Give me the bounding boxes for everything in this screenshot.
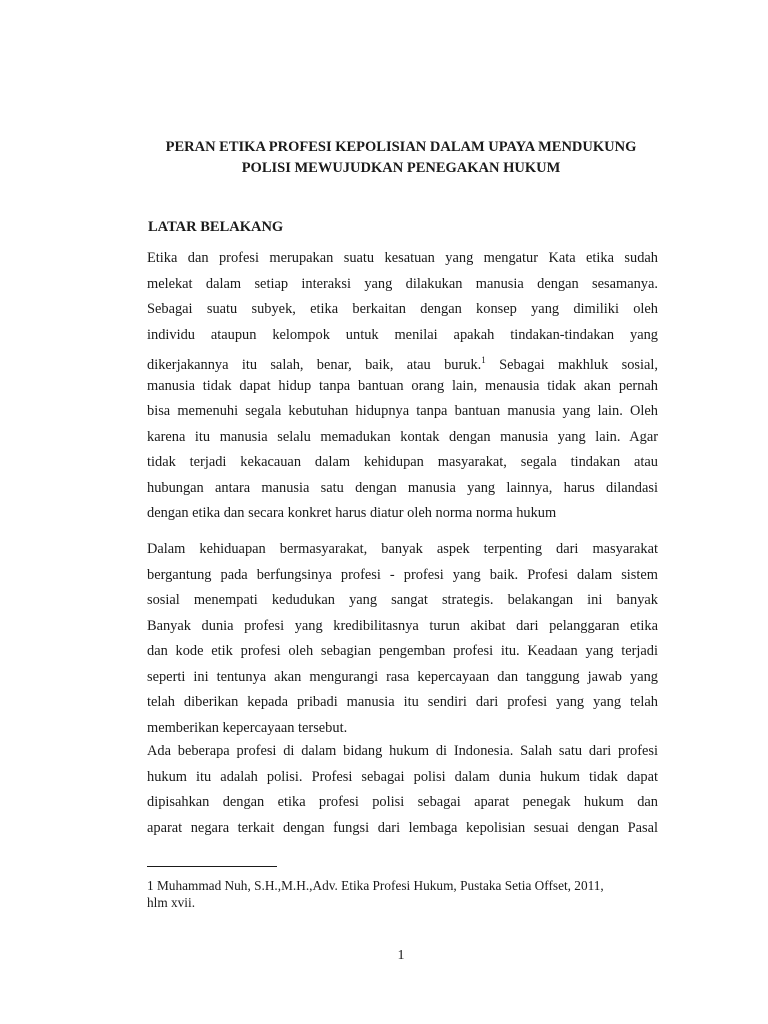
paragraph-1 [147,246,658,527]
footnote-line: hlm xvii. [147,895,196,910]
title-line-2: POLISI MEWUJUDKAN PENEGAKAN HUKUM [241,160,561,176]
paragraph-line-with-footnote [147,348,658,374]
footnote [147,877,658,911]
paragraph-line: Ada beberapa profesi di dalam bidang hukum di Indonesia. Salah satu dari profesi [147,743,658,759]
paragraph-line: individu ataupun kelompok untuk menilai apakah tindakan-tindakan yang [147,326,658,343]
paragraph-line: Sebagai suatu subyek, etika berkaitan dengan konsep yang dimiliki oleh [147,301,658,317]
paragraph-line: memberikan kepercayaan tersebut. [147,719,348,736]
paragraph-line: tidak terjadi kekacauan dalam kehidupan masyarakat, segala tindakan atau [147,454,658,470]
paragraph-line: hukum itu adalah polisi. Profesi sebagai polisi dalam dunia hukum tidak dapat [147,768,658,785]
paragraph-line: aparat negara terkait dengan fungsi dari lembaga kepolisian sesuai dengan Pasal [147,819,658,836]
footnote-reference: 1 [481,355,486,365]
paragraph-line-text: dikerjakannya itu salah, benar, baik, atau buruk. [147,357,482,373]
page-number: 1 [397,948,405,963]
paragraph-2 [147,537,658,741]
paragraph-line: bergantung pada berfungsinya profesi - profesi yang baik. Profesi dalam sistem [147,566,658,583]
section-heading: LATAR BELAKANG [148,219,284,235]
footnote-line: 1 Muhammad Nuh, S.H.,M.H.,Adv. Etika Profesi Hukum, Pustaka Setia Offset, 2011, [147,878,604,893]
paragraph-line: Banyak dunia profesi yang kredibilitasnya turun akibat dari pelanggaran etika [147,617,658,634]
document-title [100,137,702,179]
paragraph-line: hubungan antara manusia satu dengan manusia yang lainnya, harus dilandasi [147,479,658,496]
paragraph-3 [147,739,658,841]
paragraph-line: Dalam kehiduapan bermasyarakat, banyak aspek terpenting dari masyarakat [147,541,658,557]
paragraph-line: karena itu manusia selalu memadukan kontak dengan manusia yang lain. Agar [147,428,658,445]
paragraph-line: dan kode etik profesi oleh sebagian pengemban profesi itu. Keadaan yang terjadi [147,643,658,659]
paragraph-line: manusia tidak dapat hidup tanpa bantuan orang lain, menausia tidak akan pernah [147,377,658,394]
paragraph-line: sosial menempati kedudukan yang sangat strategis. belakangan ini banyak [147,592,658,608]
paragraph-line-text: Sebagai makhluk sosial, [499,357,658,373]
paragraph-line: dengan etika dan secara konkret harus diatur oleh norma norma hukum [147,505,557,521]
paragraph-line: dipisahkan dengan etika profesi polisi sebagai aparat penegak hukum dan [147,794,658,810]
paragraph-line: seperti ini tentunya akan mengurangi rasa kepercayaan dan tanggung jawab yang [147,668,658,685]
footnote-divider [147,866,277,867]
paragraph-line: melekat dalam setiap interaksi yang dilakukan manusia dengan sesamanya. [147,275,658,292]
title-line-1: PERAN ETIKA PROFESI KEPOLISIAN DALAM UPAYA MENDUKUNG [165,139,637,155]
paragraph-line: Etika dan profesi merupakan suatu kesatuan yang mengatur Kata etika sudah [147,250,658,266]
paragraph-line: bisa memenuhi segala kebutuhan hidupnya tanpa bantuan manusia yang lain. Oleh [147,403,658,419]
paragraph-line: telah diberikan kepada pribadi manusia itu sendiri dari profesi yang yang telah [147,694,658,710]
